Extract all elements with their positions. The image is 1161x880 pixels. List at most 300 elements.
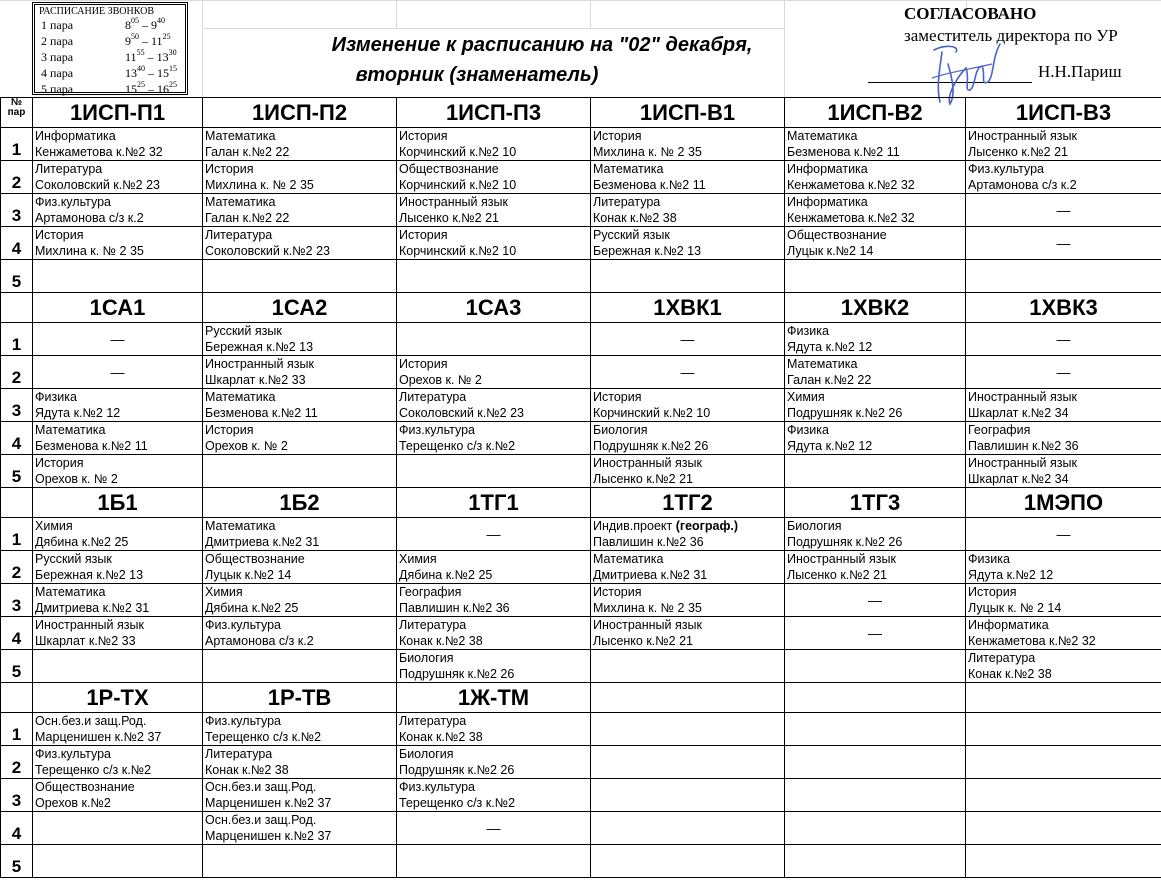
lesson-cell xyxy=(966,422,1161,455)
lesson-subject: Физ.культура xyxy=(968,162,1044,176)
pair-number-header xyxy=(1,98,33,128)
lesson-cell xyxy=(591,551,785,584)
lesson-cell-blank xyxy=(966,812,1161,845)
lesson-cell-empty: — xyxy=(966,323,1161,356)
lesson-cell xyxy=(397,746,591,779)
lesson-cell xyxy=(785,518,966,551)
lesson-teacher-room: Павлишин к.№2 36 xyxy=(968,439,1079,453)
bell-row-time: $9^{50} - 11^{25}$ xyxy=(125,32,171,48)
lesson-cell xyxy=(591,584,785,617)
pair-number: 4 xyxy=(1,812,33,845)
bell-end-minutes: 15 xyxy=(169,64,177,73)
lesson-subject: Математика xyxy=(205,390,276,404)
lesson-subject: Обществознание xyxy=(399,162,499,176)
lesson-teacher-room: Подрушняк к.№2 26 xyxy=(593,439,709,453)
lesson-teacher-room: Орехов к. № 2 xyxy=(35,472,118,486)
lesson-cell-blank xyxy=(966,713,1161,746)
lesson-cell xyxy=(203,746,397,779)
lesson-cell xyxy=(591,389,785,422)
lesson-teacher-room: Подрушняк к.№2 26 xyxy=(399,667,515,681)
lesson-teacher-room: Кенжаметова к.№2 32 xyxy=(35,145,163,159)
pair-row xyxy=(1,455,1161,488)
lesson-cell xyxy=(785,128,966,161)
lesson-cell-blank xyxy=(33,260,203,293)
lesson-teacher-room: Дябина к.№2 25 xyxy=(35,535,129,549)
bell-row-name: 2 пара xyxy=(41,34,74,48)
lesson-cell-empty: — xyxy=(33,323,203,356)
lesson-cell-blank xyxy=(203,650,397,683)
lesson-cell xyxy=(33,713,203,746)
pair-row xyxy=(1,779,1161,812)
lesson-subject: Физ.культура xyxy=(399,423,475,437)
pair-row xyxy=(1,227,1161,260)
pair-number-header-line: пар xyxy=(7,107,26,118)
pair-row xyxy=(1,161,1161,194)
lesson-teacher-room: Павлишин к.№2 36 xyxy=(399,601,510,615)
lesson-teacher-room: Безменова к.№2 11 xyxy=(787,145,900,159)
lesson-subject: Химия xyxy=(787,390,825,404)
lesson-teacher-room: Луцык к.№2 14 xyxy=(787,244,874,258)
lesson-teacher-room: Лысенко к.№2 21 xyxy=(593,634,694,648)
bell-end-minutes: 25 xyxy=(162,32,171,41)
lesson-teacher-room: Конак к.№2 38 xyxy=(399,730,483,744)
lesson-cell-blank xyxy=(785,779,966,812)
approval-name: Н.Н.Париш xyxy=(1038,62,1122,81)
lesson-cell xyxy=(785,194,966,227)
lesson-subject: Иностранный язык xyxy=(968,129,1077,143)
lesson-teacher-room: Шкарлат к.№2 34 xyxy=(968,406,1069,420)
approval-heading: СОГЛАСОВАНО xyxy=(904,4,1037,23)
group-header: 1ТГ2 xyxy=(591,488,785,518)
lesson-teacher-room: Дмитриева к.№2 31 xyxy=(593,568,708,582)
lesson-subject: Иностранный язык xyxy=(593,618,702,632)
bell-start-minutes: 05 xyxy=(131,16,139,25)
lesson-cell-blank xyxy=(785,812,966,845)
lesson-subject: История xyxy=(35,228,84,242)
lesson-cell xyxy=(33,518,203,551)
lesson-cell xyxy=(397,128,591,161)
lesson-subject: Химия xyxy=(205,585,243,599)
lesson-cell xyxy=(397,650,591,683)
lesson-subject: Биология xyxy=(399,651,454,665)
pair-row xyxy=(1,518,1161,551)
lesson-teacher-room: Ядута к.№2 12 xyxy=(787,340,873,354)
pair-row xyxy=(1,812,1161,845)
lesson-teacher-room: Лысенко к.№2 21 xyxy=(593,472,694,486)
group-header-row xyxy=(1,683,1161,713)
group-header: 1ТГ3 xyxy=(785,488,966,518)
lesson-subject: История xyxy=(399,357,448,371)
lesson-teacher-room: Подрушняк к.№2 26 xyxy=(399,763,515,777)
lesson-teacher-room: Терещенко с/з к.№2 xyxy=(399,796,516,810)
pair-row xyxy=(1,260,1161,293)
group-header-row xyxy=(1,488,1161,518)
lesson-teacher-room: Марценишен к.№2 37 xyxy=(205,829,332,843)
lesson-cell xyxy=(397,617,591,650)
lesson-subject: Литература xyxy=(593,195,661,209)
lesson-cell xyxy=(203,422,397,455)
lesson-cell xyxy=(203,323,397,356)
lesson-cell-empty: — xyxy=(397,518,591,551)
lesson-cell-empty: — xyxy=(397,812,591,845)
lesson-subject: Физ.культура xyxy=(205,714,281,728)
lesson-cell xyxy=(33,227,203,260)
lesson-cell-blank xyxy=(591,812,785,845)
lesson-cell-blank xyxy=(203,845,397,878)
pair-row xyxy=(1,194,1161,227)
lesson-cell xyxy=(966,128,1161,161)
lesson-subject: Литература xyxy=(35,162,103,176)
lesson-teacher-room: Терещенко с/з к.№2 xyxy=(205,730,322,744)
lesson-cell xyxy=(785,356,966,389)
timetable xyxy=(0,97,1161,878)
lesson-cell xyxy=(591,617,785,650)
lesson-teacher-room: Михлина к. № 2 35 xyxy=(593,145,702,159)
lesson-teacher-room: Конак к.№2 38 xyxy=(205,763,289,777)
pair-number: 4 xyxy=(1,617,33,650)
lesson-teacher-room: Конак к.№2 38 xyxy=(593,211,677,225)
lesson-teacher-room: Марценишен к.№2 37 xyxy=(35,730,162,744)
pair-number: 4 xyxy=(1,227,33,260)
lesson-cell xyxy=(397,356,591,389)
lesson-teacher-room: Кенжаметова к.№2 32 xyxy=(787,211,915,225)
lesson-teacher-room: Дмитриева к.№2 31 xyxy=(205,535,320,549)
group-header: 1ХВК1 xyxy=(591,293,785,323)
lesson-cell xyxy=(203,584,397,617)
lesson-subject: Иностранный язык xyxy=(787,552,896,566)
pair-row xyxy=(1,551,1161,584)
group-header: 1ТГ1 xyxy=(397,488,591,518)
lesson-cell xyxy=(203,356,397,389)
lesson-teacher-room: Соколовский к.№2 23 xyxy=(205,244,330,258)
lesson-subject: Физ.культура xyxy=(205,618,281,632)
lesson-subject: История xyxy=(593,390,642,404)
lesson-teacher-room: Кенжаметова к.№2 32 xyxy=(968,634,1096,648)
pair-row xyxy=(1,422,1161,455)
lesson-teacher-room: Галан к.№2 22 xyxy=(205,145,290,159)
lesson-teacher-room: Луцык к.№2 14 xyxy=(205,568,292,582)
lesson-cell-blank xyxy=(33,812,203,845)
lesson-cell xyxy=(33,194,203,227)
lesson-cell xyxy=(397,779,591,812)
lesson-subject: Индив.проект (географ.) xyxy=(593,519,739,533)
group-header: 1МЭПО xyxy=(966,488,1161,518)
lesson-cell xyxy=(397,584,591,617)
lesson-cell-blank xyxy=(785,260,966,293)
lesson-teacher-room: Дябина к.№2 25 xyxy=(205,601,299,615)
lesson-teacher-room: Бережная к.№2 13 xyxy=(593,244,702,258)
lesson-subject: Математика xyxy=(35,585,106,599)
lesson-teacher-room: Подрушняк к.№2 26 xyxy=(787,535,903,549)
lesson-subject: Биология xyxy=(399,747,454,761)
pair-number: 3 xyxy=(1,389,33,422)
bell-start-minutes: 55 xyxy=(136,48,145,57)
group-header: 1Б2 xyxy=(203,488,397,518)
lesson-cell-blank xyxy=(785,455,966,488)
lesson-cell xyxy=(33,584,203,617)
lesson-cell xyxy=(33,779,203,812)
lesson-subject: Математика xyxy=(593,162,664,176)
pair-number: 5 xyxy=(1,845,33,878)
lesson-teacher-room: Корчинский к.№2 10 xyxy=(593,406,711,420)
bell-end-minutes: 40 xyxy=(157,16,165,25)
lesson-cell xyxy=(591,227,785,260)
lesson-cell-empty: — xyxy=(33,356,203,389)
group-header: 1ХВК2 xyxy=(785,293,966,323)
lesson-cell-blank xyxy=(591,713,785,746)
lesson-cell-blank xyxy=(397,323,591,356)
lesson-subject: История xyxy=(399,129,448,143)
lesson-subject: Литература xyxy=(399,618,467,632)
page-title-line-1: Изменение к расписанию на "02" декабря, xyxy=(331,34,753,56)
lesson-cell-blank xyxy=(591,260,785,293)
lesson-cell xyxy=(397,194,591,227)
group-header: 1ИСП-П2 xyxy=(203,98,397,128)
pair-number: 5 xyxy=(1,650,33,683)
lesson-teacher-room: Дябина к.№2 25 xyxy=(399,568,493,582)
group-header: 1ИСП-П1 xyxy=(33,98,203,128)
pair-number: 1 xyxy=(1,128,33,161)
bell-end-minutes: 25 xyxy=(169,80,177,89)
pair-row xyxy=(1,323,1161,356)
group-header: 1Ж-ТМ xyxy=(397,683,591,713)
lesson-subject: Физика xyxy=(787,423,829,437)
lesson-subject-note: (географ.) xyxy=(675,519,739,533)
lesson-cell-blank xyxy=(966,779,1161,812)
lesson-subject: Математика xyxy=(35,423,106,437)
lesson-subject: Математика xyxy=(787,357,858,371)
lesson-subject: Русский язык xyxy=(35,552,112,566)
lesson-teacher-room: Орехов к.№2 xyxy=(35,796,111,810)
bell-row-name: 5 пара xyxy=(41,82,74,96)
pair-number: 5 xyxy=(1,455,33,488)
pair-number-header-empty xyxy=(1,293,33,323)
group-header: 1Р-ТВ xyxy=(203,683,397,713)
lesson-teacher-room: Корчинский к.№2 10 xyxy=(399,145,517,159)
group-header xyxy=(591,683,785,713)
lesson-subject: Иностранный язык xyxy=(968,390,1077,404)
lesson-cell-blank xyxy=(33,650,203,683)
lesson-cell xyxy=(785,323,966,356)
lesson-subject: Математика xyxy=(205,195,276,209)
lesson-teacher-room: Лысенко к.№2 21 xyxy=(968,145,1069,159)
lesson-cell xyxy=(591,455,785,488)
lesson-subject: История xyxy=(35,456,84,470)
bell-end-minutes: 30 xyxy=(168,48,177,57)
lesson-cell xyxy=(33,551,203,584)
pair-row xyxy=(1,128,1161,161)
lesson-subject: Обществознание xyxy=(35,780,135,794)
bell-row xyxy=(39,17,185,33)
lesson-cell-blank xyxy=(785,713,966,746)
lesson-subject: Литература xyxy=(205,228,273,242)
pair-row xyxy=(1,650,1161,683)
lesson-cell xyxy=(203,617,397,650)
lesson-teacher-room: Артамонова с/з к.2 xyxy=(35,211,144,225)
bell-row-time: $11^{55} - 13^{30}$ xyxy=(125,48,177,64)
lesson-cell-blank xyxy=(203,260,397,293)
group-header: 1СА2 xyxy=(203,293,397,323)
pair-number: 4 xyxy=(1,422,33,455)
pair-row xyxy=(1,617,1161,650)
lesson-teacher-room: Безменова к.№2 11 xyxy=(593,178,706,192)
bell-start-minutes: 25 xyxy=(137,80,145,89)
group-header: 1Р-ТХ xyxy=(33,683,203,713)
lesson-subject: Математика xyxy=(593,552,664,566)
pair-row xyxy=(1,746,1161,779)
lesson-teacher-room: Шкарлат к.№2 33 xyxy=(35,634,136,648)
pair-number: 1 xyxy=(1,713,33,746)
lesson-cell xyxy=(785,422,966,455)
pair-number: 2 xyxy=(1,356,33,389)
lesson-cell xyxy=(966,551,1161,584)
pair-row xyxy=(1,389,1161,422)
lesson-subject: Обществознание xyxy=(787,228,887,242)
lesson-teacher-room: Кенжаметова к.№2 32 xyxy=(787,178,915,192)
pair-number: 1 xyxy=(1,323,33,356)
page-title-line-2: вторник (знаменатель) xyxy=(355,64,599,86)
lesson-cell-empty: — xyxy=(785,584,966,617)
lesson-teacher-room: Шкарлат к.№2 34 xyxy=(968,472,1069,486)
lesson-teacher-room: Безменова к.№2 11 xyxy=(35,439,148,453)
bell-row-name: 1 пара xyxy=(41,18,74,32)
lesson-subject: Иностранный язык xyxy=(399,195,508,209)
lesson-subject: Физ.культура xyxy=(35,747,111,761)
lesson-subject: Литература xyxy=(399,390,467,404)
lesson-subject: История xyxy=(968,585,1017,599)
lesson-cell-blank xyxy=(591,779,785,812)
lesson-cell xyxy=(203,812,397,845)
pair-row xyxy=(1,356,1161,389)
lesson-teacher-room: Терещенко с/з к.№2 xyxy=(399,439,516,453)
lesson-subject: Химия xyxy=(35,519,73,533)
group-header xyxy=(966,683,1161,713)
lesson-cell-blank xyxy=(966,260,1161,293)
lesson-teacher-room: Орехов к. № 2 xyxy=(205,439,288,453)
lesson-subject: Русский язык xyxy=(593,228,670,242)
lesson-subject: Литература xyxy=(399,714,467,728)
lesson-subject: Иностранный язык xyxy=(205,357,314,371)
lesson-teacher-room: Артамонова с/з к.2 xyxy=(968,178,1077,192)
lesson-cell-empty: — xyxy=(966,518,1161,551)
lesson-teacher-room: Лысенко к.№2 21 xyxy=(399,211,500,225)
page-title xyxy=(262,30,822,90)
lesson-cell xyxy=(591,422,785,455)
lesson-teacher-room: Дмитриева к.№2 31 xyxy=(35,601,150,615)
bell-start-minutes: 40 xyxy=(137,64,145,73)
lesson-subject: Информатика xyxy=(787,162,868,176)
lesson-teacher-room: Галан к.№2 22 xyxy=(205,211,290,225)
pair-number: 3 xyxy=(1,779,33,812)
lesson-subject: История xyxy=(205,162,254,176)
lesson-teacher-room: Конак к.№2 38 xyxy=(399,634,483,648)
lesson-cell xyxy=(203,551,397,584)
lesson-teacher-room: Павлишин к.№2 36 xyxy=(593,535,704,549)
lesson-cell xyxy=(33,455,203,488)
lesson-teacher-room: Соколовский к.№2 23 xyxy=(399,406,524,420)
lesson-subject: Литература xyxy=(968,651,1036,665)
group-header: 1СА3 xyxy=(397,293,591,323)
lesson-cell xyxy=(33,161,203,194)
lesson-teacher-room: Подрушняк к.№2 26 xyxy=(787,406,903,420)
lesson-cell xyxy=(397,161,591,194)
pair-number: 1 xyxy=(1,518,33,551)
lesson-teacher-room: Михлина к. № 2 35 xyxy=(593,601,702,615)
lesson-cell-blank xyxy=(33,845,203,878)
lesson-cell-empty: — xyxy=(966,356,1161,389)
lesson-cell xyxy=(33,389,203,422)
group-header: 1ХВК3 xyxy=(966,293,1161,323)
lesson-teacher-room: Конак к.№2 38 xyxy=(968,667,1052,681)
lesson-teacher-room: Ядута к.№2 12 xyxy=(968,568,1054,582)
lesson-cell xyxy=(33,746,203,779)
lesson-cell xyxy=(966,650,1161,683)
lesson-subject: Иностранный язык xyxy=(35,618,144,632)
lesson-cell-empty: — xyxy=(785,617,966,650)
pair-row xyxy=(1,584,1161,617)
lesson-subject: История xyxy=(205,423,254,437)
lesson-teacher-room: Бережная к.№2 13 xyxy=(205,340,314,354)
group-header: 1Б1 xyxy=(33,488,203,518)
lesson-cell xyxy=(203,128,397,161)
pair-number-header-empty xyxy=(1,683,33,713)
lesson-subject: Информатика xyxy=(35,129,116,143)
pair-number: 2 xyxy=(1,746,33,779)
group-header: 1СА1 xyxy=(33,293,203,323)
lesson-teacher-room: Корчинский к.№2 10 xyxy=(399,244,517,258)
lesson-subject: Иностранный язык xyxy=(593,456,702,470)
lesson-cell xyxy=(785,227,966,260)
lesson-cell xyxy=(591,518,785,551)
lesson-cell xyxy=(33,128,203,161)
lesson-cell-blank xyxy=(785,746,966,779)
bell-row-name: 3 пара xyxy=(41,50,74,64)
lesson-subject: Биология xyxy=(787,519,842,533)
lesson-subject: Физика xyxy=(968,552,1010,566)
group-header: 1ИСП-В3 xyxy=(966,98,1161,128)
lesson-cell-blank xyxy=(785,650,966,683)
lesson-cell-empty: — xyxy=(966,227,1161,260)
lesson-subject: Математика xyxy=(787,129,858,143)
lesson-teacher-room: Орехов к. № 2 xyxy=(399,373,482,387)
lesson-cell xyxy=(966,584,1161,617)
group-header: 1ИСП-П3 xyxy=(397,98,591,128)
lesson-subject: География xyxy=(399,585,462,599)
lesson-teacher-room: Михлина к. № 2 35 xyxy=(205,178,314,192)
lesson-subject: Литература xyxy=(205,747,273,761)
pair-number-header-empty xyxy=(1,488,33,518)
lesson-subject: Осн.без.и защ.Род. xyxy=(205,780,317,794)
lesson-subject: История xyxy=(399,228,448,242)
lesson-cell-blank xyxy=(397,845,591,878)
lesson-teacher-room: Терещенко с/з к.№2 xyxy=(35,763,152,777)
lesson-teacher-room: Шкарлат к.№2 33 xyxy=(205,373,306,387)
approval-role: заместитель директора по УР xyxy=(904,26,1118,45)
lesson-cell xyxy=(397,551,591,584)
lesson-subject: Химия xyxy=(399,552,437,566)
lesson-cell-blank xyxy=(591,845,785,878)
lesson-teacher-room: Корчинский к.№2 10 xyxy=(399,178,517,192)
lesson-teacher-room: Артамонова с/з к.2 xyxy=(205,634,314,648)
lesson-cell-empty: — xyxy=(966,194,1161,227)
lesson-teacher-room: Галан к.№2 22 xyxy=(787,373,872,387)
lesson-teacher-room: Ядута к.№2 12 xyxy=(787,439,873,453)
lesson-subject: Физика xyxy=(787,324,829,338)
lesson-subject: Физика xyxy=(35,390,77,404)
lesson-teacher-room: Ядута к.№2 12 xyxy=(35,406,121,420)
lesson-teacher-room: Лысенко к.№2 21 xyxy=(787,568,888,582)
group-header-row xyxy=(1,98,1161,128)
